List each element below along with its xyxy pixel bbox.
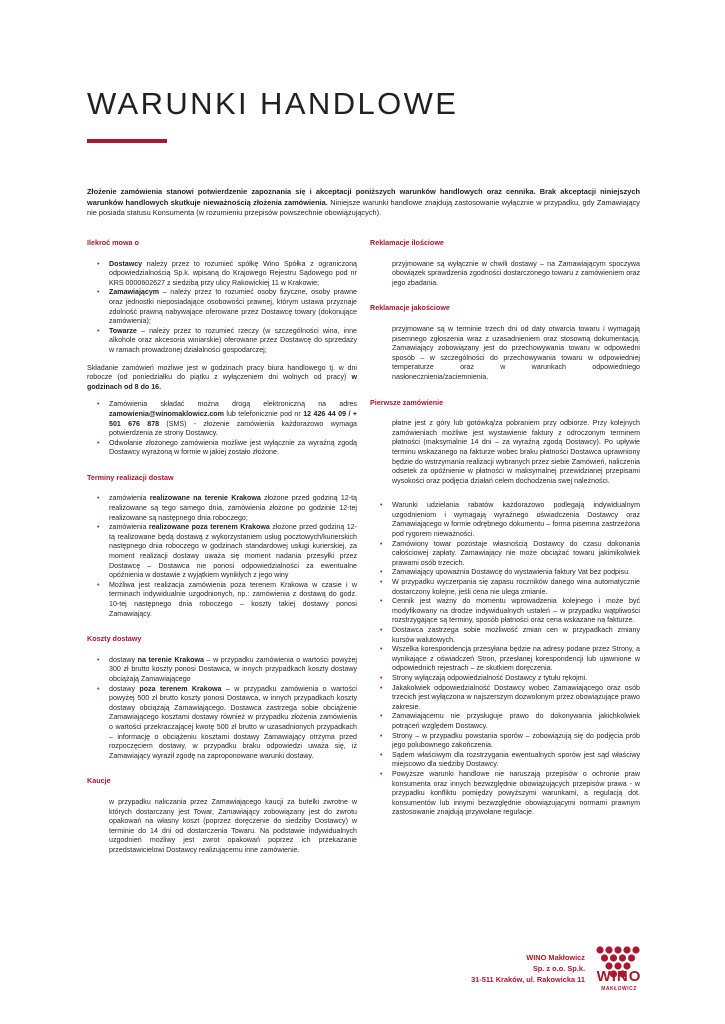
text: – w przypadku zamówienia o wartości powyżej 300 zł brutto koszty ponosi Dostawca, w innych przypadkach koszty dostawy obciążają Zamawiającego [109,655,357,683]
list-item: • Zamawiający upoważnia Dostawcę do wystawienia faktury Vat bez podpisu. [392,568,640,578]
section-heading: Koszty dostawy [87,634,142,644]
list-item: • Cennik jest ważny do momentu wprowadzenia kolejnego i może być modyfikowany na drodze indywidualnych ustaleń – w przypadku wątpliwości rozstrzygające są terminy, sposób płatności oraz cena wskazane na fakturze. [392,597,640,626]
order-hours-bold: w godzinach od 8 do 16. [87,373,357,391]
list-item [109,439,357,458]
general-terms-list [370,501,640,818]
text: zamówienia [109,523,149,532]
section-heading: Ilekroć mowa o [87,238,139,247]
text: – w przypadku zamówienia o wartości powyżej 500 zł brutto koszty ponosi Dostawca, w innych przypadkach koszty dostawy obciążają Zamawiającego. Dostawca zastrzega sobie obciążenie Zamawiającego kosztami dostawy również w przypadku złożenia zamówienia o wartości przekraczającej kwotę 500 zł brutto w uzasadnionych przypadkach – informację o obciążeniu kosztami dostawy Zamawiający otrzyma przed rozpoczęciem dostawy, w przypadku braku odpowiedzi uważa się, iż Zamawiający wyraził zgodę na zaproponowane warunki dostawy. [109,684,357,760]
company-legal-form: Sp. z o.o. Sp.k. [532,964,585,973]
definitions-list [87,260,357,356]
company-street: 31-511 Kraków, ul. Rakowicka 11 [471,975,585,984]
list-item: • W przypadku wyczerpania się zapasu roczników danego wina automatycznie dostarczony kolejne, jeśli cena nie ulega zmianie. [392,578,640,597]
definition: należy przez to rozumieć spółkę Wino Spółka z ograniczoną odpowiedzialnością Sp.k. wpisaną do Krajowego Rejestru Sądowego pod nr KRS 0000602627 z siedzibą przy ulicy Rakowickiej 11 w Krakowie; [109,259,357,287]
company-address [471,952,585,985]
text: Zamówienia składać można drogą elektroniczną na adres [109,400,357,409]
quantity-complaints-text: przyjmowane są wyłącznie w chwili dostawy – na Zamawiającym spoczywa obowiązek sprawdzenia zgodności dostarczonego towaru z zamówieniem oraz jego zbadania. [392,259,640,287]
section-heading: Reklamacje ilościowe [370,238,444,247]
section-first-order [370,398,640,487]
list-item: • Powyższe warunki handlowe nie naruszają przepisów o ochronie praw konsumenta oraz innych bezwzględnie obowiązujących przepisów prawa - w przypadku konfliktu pomiędzy powyższymi warunkami, a regulacją dot. konsumentów lub innymi bezwzględnie obowiązującymi normami prawnym zastosowanie znajdują przywołane regulacje. [392,770,640,818]
list-item [109,288,357,326]
section-heading: Pierwsze zamówienie [370,397,444,407]
list-item [109,523,357,581]
section-definitions [87,238,357,458]
list-item [109,685,357,762]
section-delivery-terms [87,473,357,619]
order-hours-text: Składanie zamówień możliwe jest w godzinach pracy biura handlowego tj. w dni robocze (od poniedziałku do piątku z wyłączeniem dni wolnych od pracy) [87,363,357,382]
list-item [109,400,357,438]
bold-text: poza terenem Krakowa [139,684,222,693]
text: zamówienia [109,494,150,503]
term: Dostawcy [109,259,143,268]
order-email: zamowienia@winomaklowicz.com [109,409,224,418]
section-heading: Terminy realizacji dostaw [87,472,174,482]
order-list [87,400,357,458]
page-title: WARUNKI HANDLOWE [87,86,459,121]
bold-text: realizowane na terenie Krakowa [149,494,261,503]
text: Możliwa jest realizacja zamówienia poza terenem Krakowa w czasie i w terminach indywidualnie uzgodnionych, np.: zamówienia z dostawą do godz. 10-tej następnego dnia roboczego – koszty takiej dostawy ponosi Zamawiający. [109,580,357,618]
section-quality-complaints [370,303,640,382]
section-quantity-complaints [370,238,640,288]
delivery-costs-list [87,656,357,762]
section-deposits [87,776,357,855]
order-phone: 12 426 44 09 / + 501 676 878 [109,409,357,428]
intro-text: Niniejsze warunki handlowe znajdują zastosowanie wyłącznie w przypadku, gdy Zamawiający nie posiada statusu Konsumenta (w rozumieniu przepisów powszechnie obowiązujących). [87,197,640,218]
text: dostawy [109,655,138,664]
text: złożone przed godziną 12-tą realizowane są tego samego dnia, zamówienia złożone po godzinie 12-tej realizowane są następnego dnia roboczego; [109,494,357,522]
bold-text: na terenie Krakowa [137,655,204,664]
definition: – należy przez to rozumieć osoby fizyczne, osoby prawne oraz jednostki nieposiadające osobowości prawnej, którym ustawa przyznaje zdolność prawną nabywające oferowane przez Dostawcę towary (dokonujące zamówienia); [109,288,357,326]
list-item [109,327,357,356]
right-column [370,238,640,826]
list-item: • Wszelka korespondencja przesyłana będzie na adresy podane przez Strony, a wynikające z oświadczeń Stron, przesłanej korespondencji lub ujawnione w odpowiednich rejestrach – ze skutkiem doręczenia. [392,645,640,674]
list-item: • Dostawca zastrzega sobie możliwość zmian cen w przypadkach zmiany kursów walutowych. [392,626,640,645]
list-item: • Zamówiony towar pozostaje własnością Dostawcy do czasu dokonania całościowej zapłaty. Zamawiający nie może obciążać towaru jakimikolwiek prawami osób trzecich. [392,540,640,569]
quality-complaints-text: przyjmowane są w terminie trzech dni od daty otwarcia towaru i wymagają pisemnego zgłoszenia wraz z uzasadnieniem oraz stosowną dokumentacją. Zamawiający zobowiązany jest do przechowywania towaru w odpowiedni sposób – w szczególności do przechowywania towaru w odpowiedniej temperaturze oraz w warunkach odpowiedniego nasłonecznienia/zaciemnienia. [392,324,640,381]
list-item: • Zamawiającemu nie przysługuje prawo do dokonywania jakichkolwiek potrąceń względem Dostawcy. [392,712,640,731]
bold-text: realizowane poza terenem Krakowa [148,523,270,532]
section-heading: Kaucje [87,776,111,786]
list-item [109,494,357,523]
delivery-terms-list [87,494,357,619]
list-item: • Sądem właściwym dla rozstrzygania ewentualnych sporów jest sąd właściwy miejscowo dla siedziby Dostawcy. [392,751,640,770]
order-hours-paragraph [87,364,357,393]
logo-subtitle: MAKŁOWICZ [601,986,637,992]
intro-bold-text: Złożenie zamówienia stanowi potwierdzenie zapoznania się i akceptacji poniższych warunków handlowych oraz cennika. Brak akceptacji niniejszych warunków handlowych skutkuje nieważnością złożenia zamówienia. [87,187,640,207]
text: złożone przed godziną 12-tą realizowane będą dostawą z wykorzystaniem usług pocztowych/kurierskich następnego dnia roboczego w godzinach standardowej usługi kurierskiej, za moment realizacji dostawy uważa się moment nadania przesyłki przez Dostawcę – Dostawca nie ponosi odpowiedzialności za ewentualne opóźnienia w dostawie z wyjątkiem wynikłych z jego winy [109,523,357,580]
term: Zamawiającym [109,288,160,297]
left-column [87,238,357,870]
text: dostawy [109,684,140,693]
list-item: • Warunki udzielania rabatów każdorazowo podlegają indywidualnym uzgodnieniom i wymagają wyraźnego oświadczenia Dostawcy oraz Zamawiającego w formie odrębnego dokumentu – forma pisemna zastrzeżona pod rygorem nieważności. [392,501,640,539]
logo-wordmark: WINO [596,968,642,985]
first-order-text: płatne jest z góry lub gotówką/za pobraniem przy odbiorze. Przy kolejnych zamówieniach możliwe jest wystawienie faktury z odroczonym terminem płatności (maksymalnie 14 dni – za wyraźną zgodą Dostawcy). Po upływie terminu wskazanego na fakturze wobec braku płatności Dostawca uprawniony będzie do wstrzymania realizacji wybranych przez siebie Zamówień, naliczenia odsetek za opóźnienie w płatności w maksymalnej przewidzianej przepisami wysokości oraz podjęcia działań celem dochodzenia swej należności. [392,419,640,485]
section-delivery-costs [87,634,357,761]
list-item [109,656,357,685]
deposits-text: w przypadku naliczania przez Zamawiającego kaucji za butelki zwrotne w których dostarczany jest Towar, Zamawiający zobowiązany jest do zwrotu opakowań na własny koszt (poprzez doręczenie do siedziby Dostawcy) w terminie do 14 dni od dostarczenia Towaru. Na podstawie indywidualnych uzgodnień możliwy jest zwrot opakowań poprzez ich przekazanie przedstawicielowi Dostawcy realizującemu inne zamówienie. [109,797,357,854]
text: lub telefonicznie pod nr [223,409,304,418]
intro-paragraph [87,187,640,219]
title-underline [87,139,167,143]
list-item: • Strony – w przypadku powstania sporów – zobowiązują się do podjęcia prób jego polubownego zakończenia. [392,732,640,751]
text: Odwołanie złożonego zamówienia możliwe jest wyłącznie za wyraźną zgodą Dostawcy wyrażoną w formie w jakiej zostało złożone. [109,438,357,457]
list-item [109,260,357,289]
text: (SMS) - złożenie zamówienia każdorazowo wymaga potwierdzenia ze strony Dostawcy. [109,419,357,438]
list-item [109,581,357,619]
term: Towarze [109,326,137,335]
section-heading: Reklamacje jakościowe [370,303,450,313]
list-item: • Jakakolwiek odpowiedzialność Dostawcy wobec Zamawiającego oraz osób trzecich jest wyłączona w najszerszym dozwolonym przez obowiązujące prawo zakresie. [392,684,640,713]
company-name: WINO Makłowicz [526,953,585,962]
list-item: • Strony wyłączają odpowiedzialność Dostawcy z tytułu rękojmi. [392,674,640,684]
definition: – należy przez to rozumieć rzeczy (w szczególności wina, inne alkohole oraz akcesoria winiarskie) oferowane przez Dostawcę do sprzedaży w ramach prowadzonej działalności gospodarczej; [109,326,357,354]
